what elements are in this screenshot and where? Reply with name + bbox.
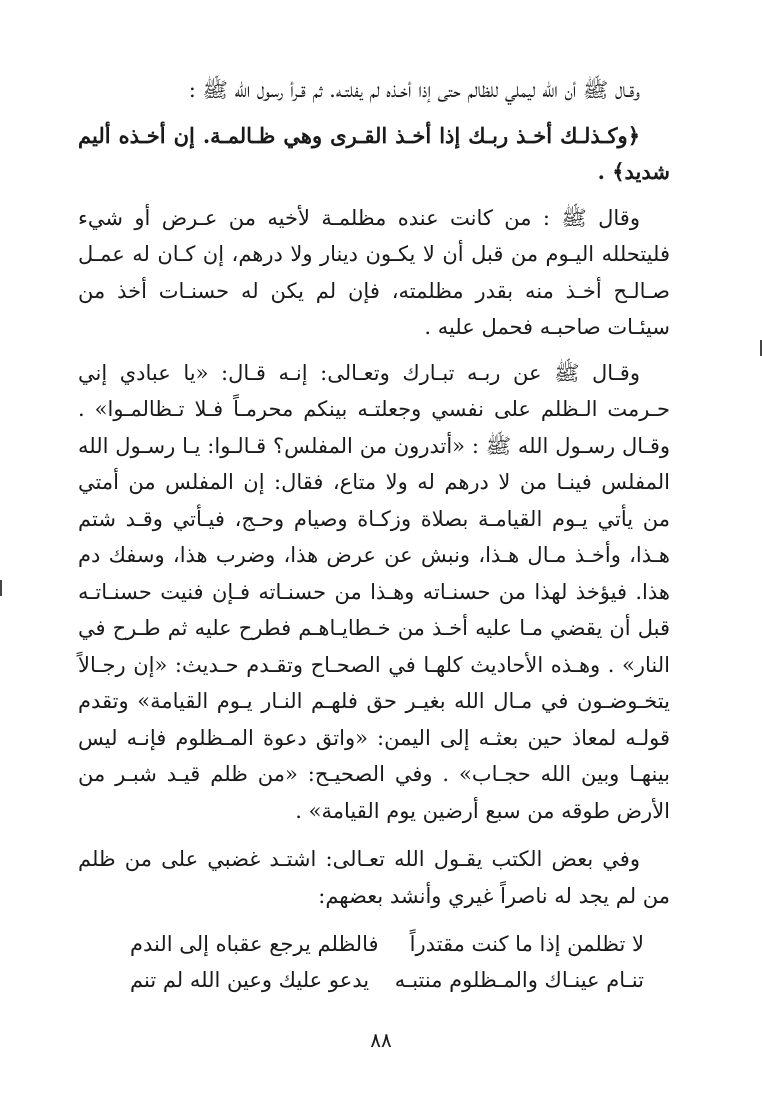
poem-verse <box>78 962 670 998</box>
paragraph-books: وفي بعض الكتب يقـول الله تعـالى: اشتـد غضبي على من ظلم من لم يجد له ناصراً غيري وأنشد بعضهم: <box>78 847 670 908</box>
poem-second-hemistich: فالظلم يرجع عقباه إلى الندم <box>130 932 379 956</box>
poem-first-hemistich: تنـام عينـاك والمـظلوم منتبـه <box>394 968 644 992</box>
paragraph-hadith-bankrupt: وقـال ﷺ عن ربـه تبـارك وتعـالى: إنـه قـال: «يا عبادي إني حـرمت الـظلم على نفسي وجعلتـه بينكم محرمـاً فـلا تـظالمـوا» . وقـال رسـول الله ﷺ : «أتدرون من المفلس؟ قـالـوا: يـا رسـول الله المفلس فينـا من لا درهم له ولا متاع، فقال: إن المفلس من أمتي من يأتي يـوم القيامـة بصلاة وزكـاة وصيام وحـج، فيـأتي وقـد شتم هـذا، وأخـذ مـال هـذا، ونبش عن عرض هذا، وضرب هذا، وسفك دم هذا. فيؤخذ لهذا من حسنـاته وهـذا من حسنـاته فـإن فنيت حسنـاتـه قبل أن يقضي مـا عليه أخـذ من خـطايـاهـم فطرح عليه ثم طـرح في النار» . وهـذه الأحاديث كلهـا في الصحـاح وتقـدم حـديث: «إن رجـالاً يتخـوضـون في مـال الله بغيـر حق فلهـم النـار يـوم القيامة» وتقدم قولـه لمعاذ حين بعثـه إلى اليمن: «واتق دعوة المـظلوم فإنـه ليس بينهـا وبين الله حجـاب» . وفي الصحيـح: «من ظلم قيـد شبـر من الأرض طوقه من سبع أرضين يوم القيامة» . <box>78 360 670 823</box>
scan-edge-mark <box>0 580 2 596</box>
poem-second-hemistich: يدعو عليك وعين الله لم تنم <box>130 968 370 992</box>
poem-first-hemistich: لا تظلمن إذا ما كنت مقتدراً <box>409 932 644 956</box>
page-body <box>78 72 670 998</box>
paragraph-hadith-injustice: وقال ﷺ : من كانت عنده مظلمـة لأخيه من عـرض أو شيء فليتحلله اليـوم من قبل أن لا يكـون دينار ولا درهم، إن كـان له عمـل صـالـح أخـذ منه بقدر مظلمته، فإن لم يكن له حسنـات أخذ من سيئـات صاحبـه فحمل عليه . <box>78 205 670 339</box>
poem-verse <box>78 926 670 962</box>
paragraph-hadith-delay: وقـال ﷺ أن الله ليملي للظالم حتى إذا أخـذه لم يفلتـه. ثم قـرأ رسول الله ﷺ : <box>188 78 640 102</box>
page-number: ٨٨ <box>370 1028 392 1052</box>
poem <box>78 926 670 998</box>
paragraph-quran-verse: ﴿وكـذلـك أخـذ ربـك إذا أخـذ القـرى وهي ظـالمـة. إن أخـذه أليم شديد﴾ . <box>78 122 670 184</box>
